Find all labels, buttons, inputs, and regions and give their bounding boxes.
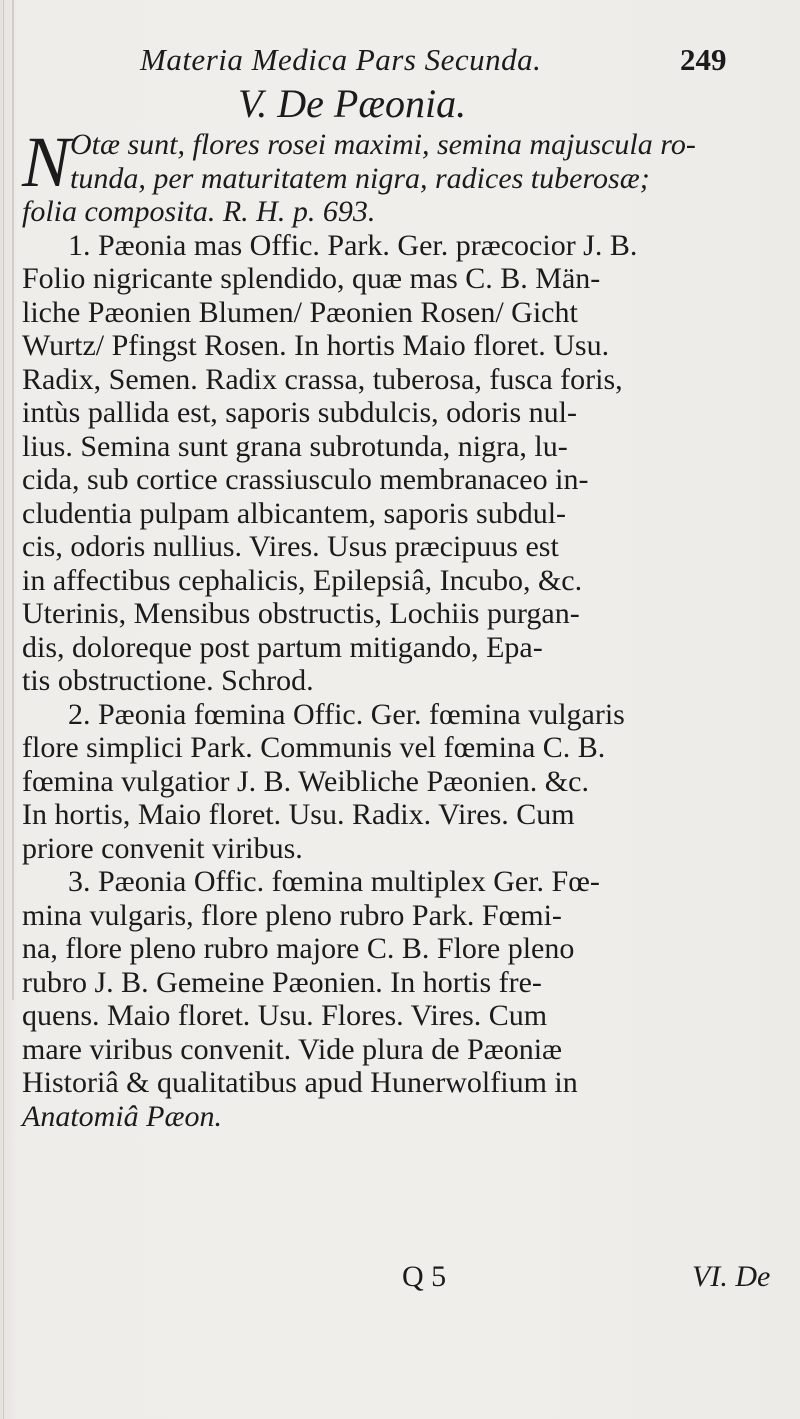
text-line: 2. Pæonia fœmina Offic. Ger. fœmina vulgaris	[68, 697, 625, 731]
text-line: intùs pallida est, saporis subdulcis, odoris nul-	[22, 396, 577, 429]
text-line: cis, odoris nullius. Vires. Usus præcipuus est	[22, 530, 559, 563]
text-line: tis obstructione. Schrod.	[22, 664, 314, 697]
text-line: Anatomiâ Pæon.	[22, 1099, 222, 1133]
text-line: In hortis, Maio floret. Usu. Radix. Vires. Cum	[22, 798, 575, 831]
text-line: dis, doloreque post partum mitigando, Epa-	[22, 630, 543, 664]
text-line: in affectibus cephalicis, Epilepsiâ, Incubo, &c.	[22, 563, 583, 597]
page-footer	[0, 1260, 800, 1300]
text-line: rubro J. B. Gemeine Pæonien. In hortis fre-	[22, 965, 542, 999]
text-line: mare viribus convenit. Vide plura de Pæoniæ	[22, 1032, 563, 1066]
text-line: tunda, per maturitatem nigra, radices tuberosæ;	[70, 161, 650, 195]
catchword: VI. De	[692, 1260, 771, 1293]
text-line: 1. Pæonia mas Offic. Park. Ger. præcocior J. B.	[68, 228, 638, 262]
text-line: lius. Semina sunt grana subrotunda, nigra, lu-	[22, 429, 568, 463]
text-line: Wurtz/ Pfingst Rosen. In hortis Maio floret. Usu.	[22, 329, 610, 362]
binding-shadow	[12, 0, 14, 1000]
text-line: na, flore pleno rubro majore C. B. Flore pleno	[22, 932, 575, 965]
running-title: Materia Medica Pars Secunda.	[140, 42, 542, 77]
page-number: 249	[680, 42, 727, 77]
text-line: fœmina vulgatior J. B. Weibliche Pæonien. &c.	[22, 764, 589, 798]
text-line: priore convenit viribus.	[22, 831, 303, 865]
text-line: Radix, Semen. Radix crassa, tuberosa, fusca foris,	[22, 362, 623, 396]
running-head	[0, 36, 800, 86]
text-line: liche Pæonien Blumen/ Pæonien Rosen/ Gicht	[22, 295, 578, 329]
notae-paragraph	[22, 122, 792, 229]
text-line: Otæ sunt, flores rosei maximi, semina majuscula ro-	[70, 128, 696, 161]
text-line: flore simplici Park. Communis vel fœmina C. B.	[22, 731, 606, 764]
main-text	[22, 122, 792, 1133]
text-line: mina vulgaris, flore pleno rubro Park. Fœmi-	[22, 898, 562, 932]
text-line: cludentia pulpam albicantem, saporis subdul-	[22, 496, 567, 530]
text-line: Historiâ & qualitatibus apud Hunerwolfium in	[22, 1066, 578, 1099]
drop-cap-initial: N	[22, 122, 71, 202]
text-line: Uterinis, Mensibus obstructis, Lochiis purgan-	[22, 597, 580, 630]
signature-mark: Q 5	[402, 1260, 447, 1293]
text-line: Folio nigricante splendido, quæ mas C. B. Män-	[22, 262, 601, 295]
text-line: 3. Pæonia Offic. fœmina multiplex Ger. Fœ-	[68, 865, 600, 898]
section-heading: V. De Pæonia.	[238, 81, 467, 126]
text-line: folia composita. R. H. p. 693.	[22, 195, 376, 228]
text-line: quens. Maio floret. Usu. Flores. Vires. Cum	[22, 999, 548, 1032]
text-line: cida, sub cortice crassiusculo membranaceo in-	[22, 463, 589, 496]
page-edge-line	[3, 0, 4, 1419]
